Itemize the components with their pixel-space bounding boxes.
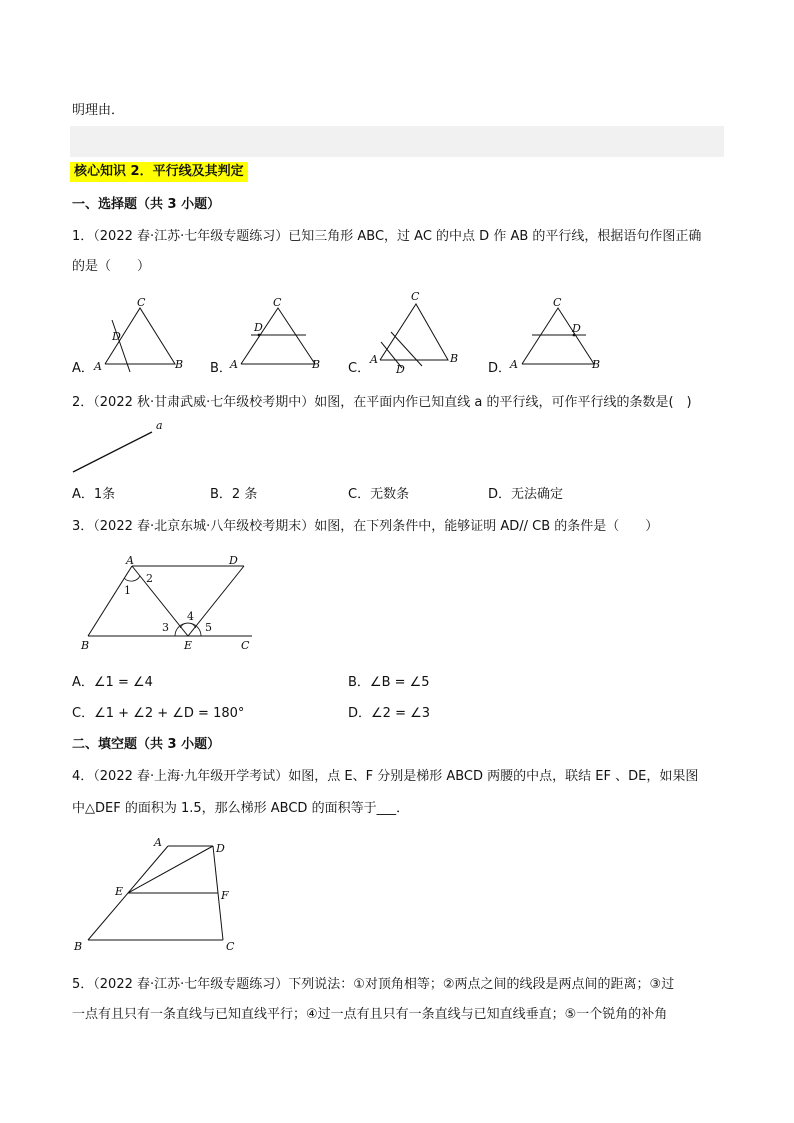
svg-text:C: C bbox=[411, 290, 420, 303]
q3-option-b: B．∠B = ∠5 bbox=[348, 675, 430, 690]
svg-text:A: A bbox=[370, 353, 378, 366]
q4-stem-line2: 中△DEF 的面积为 1.5，那么梯形 ABCD 的面积等于___． bbox=[72, 801, 410, 816]
q4-figure-trapezoid bbox=[70, 832, 250, 956]
svg-text:D: D bbox=[229, 554, 238, 567]
answer-space-band bbox=[70, 126, 724, 157]
svg-text:B: B bbox=[175, 358, 184, 371]
svg-text:A: A bbox=[230, 358, 238, 371]
q1-figure-c bbox=[366, 288, 466, 376]
q1-stem-line1: 1．（2022 春·江苏·七年级专题练习）已知三角形 ABC，过 AC 的中点 D 作 AB 的平行线，根据语句作图正确 bbox=[72, 229, 702, 244]
svg-text:A: A bbox=[94, 360, 102, 373]
svg-text:D: D bbox=[254, 321, 263, 334]
svg-text:B: B bbox=[450, 352, 459, 365]
q3-figure-parallelogram bbox=[76, 552, 266, 654]
svg-text:5: 5 bbox=[205, 621, 212, 634]
svg-text:B: B bbox=[81, 639, 90, 652]
q2-option-a: A．1条 bbox=[72, 487, 116, 502]
svg-text:A: A bbox=[126, 554, 134, 567]
q1-stem-line2: 的是（ ） bbox=[72, 259, 151, 274]
q2-option-c: C．无数条 bbox=[348, 487, 410, 502]
q5-stem-line2: 一点有且只有一条直线与已知直线平行；④过一点有且只有一条直线与已知直线垂直；⑤一个锐角的补角 bbox=[72, 1007, 668, 1022]
q2-stem-line1: 2．（2022 秋·甘肃武威·七年级校考期中）如图，在平面内作已知直线 a 的平行线，可作平行线的条数是( ) bbox=[72, 395, 692, 410]
svg-text:D: D bbox=[396, 363, 405, 376]
svg-text:E: E bbox=[184, 639, 193, 652]
svg-text:D: D bbox=[572, 322, 581, 335]
q2-option-b: B．2 条 bbox=[210, 487, 258, 502]
svg-text:B: B bbox=[592, 358, 601, 371]
svg-text:1: 1 bbox=[124, 584, 131, 597]
q2-option-d: D．无法确定 bbox=[488, 487, 564, 502]
intro-tail-text: 明理由． bbox=[72, 103, 125, 118]
q5-stem-line1: 5．（2022 春·江苏·七年级专题练习）下列说法：①对顶角相等；②两点之间的线段是两点间的距离；③过 bbox=[72, 977, 675, 992]
svg-text:C: C bbox=[137, 296, 146, 309]
q1-figure-d bbox=[506, 294, 606, 376]
section-title: 核心知识 2．平行线及其判定 bbox=[70, 162, 248, 182]
svg-text:D: D bbox=[216, 842, 225, 855]
q1-option-b-label: B． bbox=[210, 361, 232, 376]
svg-text:E: E bbox=[115, 885, 124, 898]
svg-text:A: A bbox=[154, 836, 162, 849]
svg-text:C: C bbox=[273, 296, 282, 309]
svg-text:B: B bbox=[312, 358, 321, 371]
svg-text:C: C bbox=[241, 639, 250, 652]
q1-option-d-label: D． bbox=[488, 361, 512, 376]
q3-stem-line1: 3．（2022 春·北京东城·八年级校考期末）如图，在下列条件中，能够证明 AD// CB 的条件是（ ） bbox=[72, 519, 659, 534]
svg-text:C: C bbox=[226, 940, 235, 953]
svg-text:C: C bbox=[553, 296, 562, 309]
svg-text:2: 2 bbox=[146, 572, 153, 585]
q3-option-a: A．∠1 = ∠4 bbox=[72, 675, 153, 690]
q1-option-a-label: A． bbox=[72, 361, 94, 376]
svg-text:A: A bbox=[510, 358, 518, 371]
q1-option-c-label: C． bbox=[348, 361, 371, 376]
q4-stem-line1: 4．（2022 春·上海·九年级开学考试）如图，点 E、F 分别是梯形 ABCD 两腰的中点，联结 EF 、DE，如果图 bbox=[72, 769, 699, 784]
fill-section-header: 二、填空题（共 3 小题） bbox=[72, 737, 221, 752]
svg-text:4: 4 bbox=[187, 610, 194, 623]
q2-figure-line-a bbox=[70, 414, 180, 476]
svg-text:a: a bbox=[156, 419, 163, 432]
svg-text:B: B bbox=[74, 940, 83, 953]
svg-text:F: F bbox=[221, 889, 229, 902]
choice-section-header: 一、选择题（共 3 小题） bbox=[72, 197, 221, 212]
svg-text:3: 3 bbox=[162, 621, 169, 634]
q1-figure-b bbox=[226, 294, 326, 376]
q3-option-d: D．∠2 = ∠3 bbox=[348, 706, 431, 721]
q1-figure-a bbox=[90, 294, 190, 376]
svg-text:D: D bbox=[112, 330, 121, 343]
q3-option-c: C．∠1 + ∠2 + ∠D = 180° bbox=[72, 706, 245, 721]
